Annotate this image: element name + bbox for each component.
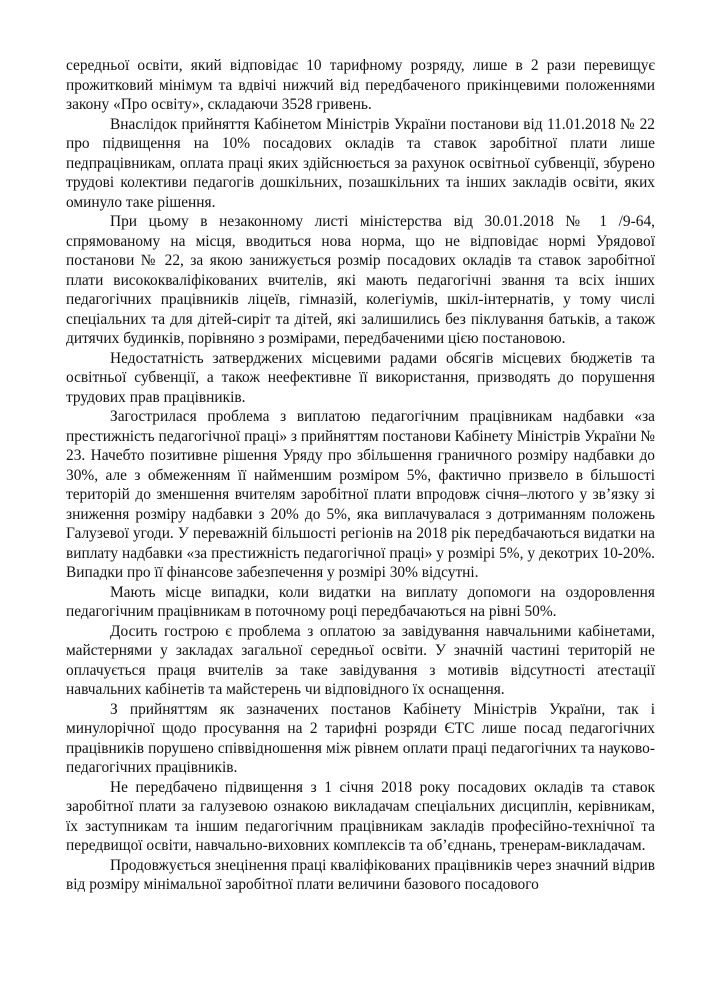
paragraph: Недостатність затверджених місцевими радами обсягів місцевих бюджетів та освітньої субвенції, а також неефективне її використання, призводять до порушення трудових прав працівників. [66, 349, 655, 406]
paragraph-continued: середньої освіти, який відповідає 10 тарифному розряду, лише в 2 рази перевищує прожитковий мінімум та вдвічі нижчий від передбаченого прикінцевими положеннями закону «Про освіту», складаючи 3528 гривень. [66, 57, 655, 113]
paragraph: Досить гострою є проблема з оплатою за завідування навчальними кабінетами, майстернями у закладах загальної середньої освіти. У значній частині територій не оплачується праця вчителів за таке завідування з мотивів відсутності атестації навчальних кабінетів та майстерень чи відповідного їх оснащення. [66, 622, 655, 698]
paragraph: При цьому в незаконному листі міністерства від 30.01.2018 № 1 /9-64, спрямованому на місця, вводиться нова норма, що не відповідає нормі Урядової постанови № 22, за якою занижується розмір посадових окладів та ставок заробітної плати висококваліфікованих вчителів, які мають педагогічні звання та всіх інших педагогічних працівників ліцеїв, гімназій, колегіумів, шкіл-інтернатів, у тому числі спеціальних та для дітей-сиріт та дітей, які залишились без піклування батьків, а також дитячих будинків, порівняно з розмірами, передбаченими цією постановою. [66, 213, 655, 347]
document-body [66, 56, 655, 895]
paragraph: Внаслідок прийняття Кабінетом Міністрів України постанови від 11.01.2018 № 22 про підвищення на 10% посадових окладів та ставок заробітної плати лише педпрацівникам, оплата праці яких здійснюється за рахунок освітньої субвенції, збурено трудові колективи педагогів дошкільних, позашкільних та інших закладів освіти, яких оминуло таке рішення. [66, 115, 655, 211]
paragraph: Не передбачено підвищення з 1 січня 2018 року посадових окладів та ставок заробітної плати за галузевою ознакою викладачам спеціальних дисциплін, керівникам, їх заступникам та іншим педагогічним працівникам закладів професійно-технічної та передвищої освіти, навчально-виховних комплексів та об’єднань, тренерам-викладачам. [66, 778, 655, 854]
paragraph: Мають місце випадки, коли видатки на виплату допомоги на оздоровлення педагогічним працівникам в поточному році передбачаються на рівні 50%. [66, 583, 655, 620]
paragraph: Загострилася проблема з виплатою педагогічним працівникам надбавки «за престижність педагогічної праці» з прийняттям постанови Кабінету Міністрів України № 23. Начебто позитивне рішення Уряду про збільшення граничного розміру надбавки до 30%, але з обмеженням її найменшим розміром 5%, фактично призвело в більшості територій до зменшення вчителям заробітної плати впродовж січня–лютого у зв’язку зі зниження розміру надбавки з 20% до 5%, яка виплачувалася з дотриманням положень Галузевої угоди. У переважній більшості регіонів на 2018 рік передбачаються видатки на виплату надбавки «за престижність педагогічної праці» у розмірі 5%, у декотрих 10-20%. Випадки про її фінансове забезпечення у розмірі 30% відсутні. [66, 408, 655, 581]
paragraph: Продовжується знецінення праці кваліфікованих працівників через значний відрив від розміру мінімальної заробітної плати величини базового посадового [66, 856, 655, 893]
paragraph: З прийняттям як зазначених постанов Кабінету Міністрів України, так і минулорічної щодо просування на 2 тарифні розряди ЄТС лише посад педагогічних працівників порушено співвідношення між рівнем оплати праці педагогічних та науково-педагогічних працівників. [66, 700, 655, 776]
